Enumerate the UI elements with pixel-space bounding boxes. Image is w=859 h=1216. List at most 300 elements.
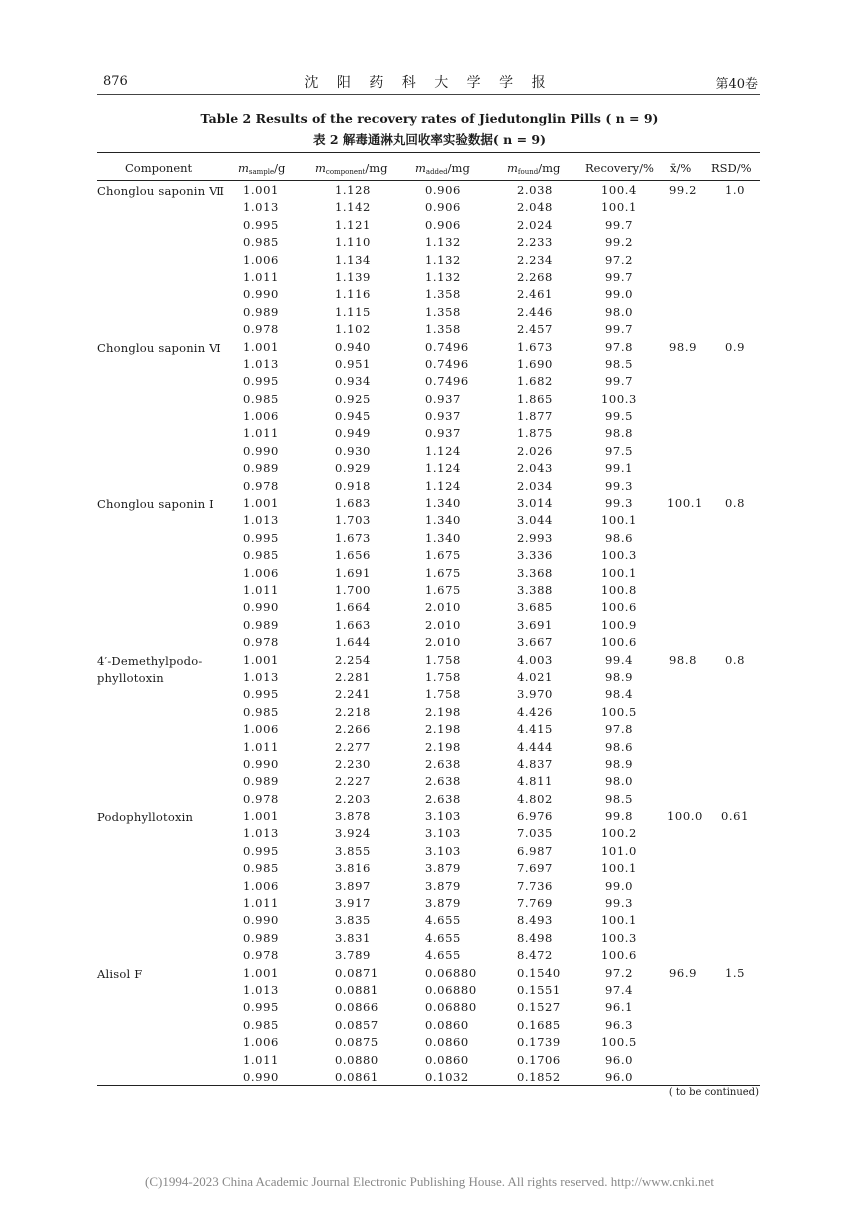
table-row [97,790,760,807]
header-mean: x̄/% [670,161,692,175]
cell-m-found: 2.233 [517,235,553,250]
header-component: Component [125,161,193,175]
cell-m-sample: 0.985 [243,391,279,406]
cell-m-added: 0.937 [425,426,461,441]
cell-m-component: 2.281 [335,669,371,684]
cell-recovery: 100.5 [601,704,637,719]
cell-m-added: 1.675 [425,565,461,580]
component-name: Alisol F [97,966,143,981]
cell-m-added: 0.06880 [425,1000,477,1015]
cell-mean: 99.2 [668,183,697,197]
table-row [97,251,760,268]
cell-m-added: 0.0860 [425,1017,469,1032]
table-row [97,285,760,302]
cell-m-component: 0.0857 [335,1017,379,1032]
cell-m-added: 0.1032 [425,1069,469,1084]
cell-m-sample: 0.985 [243,1017,279,1032]
table-row [97,633,760,650]
cell-m-found: 4.021 [517,669,553,684]
cell-m-component: 1.664 [335,600,371,615]
cell-m-found: 4.426 [517,704,553,719]
cell-rsd: 0.9 [724,339,746,354]
cell-m-component: 1.683 [335,496,371,511]
component-group [97,807,760,964]
cell-m-sample: 0.985 [243,704,279,719]
cell-recovery: 97.8 [604,722,633,737]
cell-m-found: 2.446 [517,304,553,319]
table-row [97,998,760,1015]
cell-m-component: 3.816 [335,861,371,876]
cell-m-added: 1.340 [425,513,461,528]
header-m-found: $m_{found}/mg$ [507,161,561,176]
component-name: 4′-Demethylpodo- phyllotoxin [97,653,203,685]
cell-m-component: 0.929 [335,461,371,476]
cell-m-component: 2.203 [335,791,371,806]
cell-mean: 100.1 [667,496,703,511]
cell-m-found: 4.802 [517,791,553,806]
cell-m-added: 0.06880 [425,965,477,980]
cell-recovery: 100.1 [601,913,637,928]
cell-m-found: 2.043 [517,461,553,476]
table-row [97,407,760,424]
cell-m-sample: 1.011 [243,269,279,284]
cell-m-found: 3.014 [517,496,553,511]
table-row [97,1033,760,1050]
cell-m-component: 0.934 [335,374,371,389]
cell-m-sample: 0.990 [243,600,279,615]
cell-m-component: 0.0880 [335,1052,379,1067]
cell-m-added: 1.124 [425,478,461,493]
cell-m-added: 3.879 [425,896,461,911]
cell-mean: 98.8 [668,652,697,667]
header-m-added: $m_{added}/mg$ [415,161,470,176]
cell-recovery: 100.3 [601,930,637,945]
header-recovery: Recovery/% [585,161,654,175]
cell-m-component: 3.924 [335,826,371,841]
cell-m-sample: 0.989 [243,930,279,945]
cell-m-sample: 1.011 [243,582,279,597]
cell-m-component: 1.134 [335,252,371,267]
cell-m-sample: 0.978 [243,478,279,493]
cell-recovery: 96.0 [604,1052,633,1067]
cell-m-sample: 0.990 [243,443,279,458]
journal-name: 沈 阳 药 科 大 学 学 报 [304,75,553,91]
cell-m-found: 4.003 [517,652,553,667]
cell-m-sample: 1.006 [243,878,279,893]
cell-recovery: 100.1 [601,565,637,580]
cell-m-component: 1.663 [335,617,371,632]
cell-m-added: 3.103 [425,809,461,824]
cell-m-sample: 1.013 [243,669,279,684]
table-row [97,894,760,911]
table-row [97,372,760,389]
cell-m-found: 7.769 [517,896,553,911]
cell-m-sample: 1.013 [243,200,279,215]
cell-m-sample: 0.978 [243,948,279,963]
cell-m-sample: 1.013 [243,982,279,997]
cell-recovery: 99.8 [604,809,633,824]
cell-m-sample: 1.011 [243,426,279,441]
cell-m-found: 1.690 [517,356,553,371]
cell-m-added: 2.010 [425,617,461,632]
table-row [97,581,760,598]
table-row [97,390,760,407]
cell-recovery: 98.0 [604,304,633,319]
cell-recovery: 96.0 [604,1069,633,1084]
cell-m-sample: 1.006 [243,722,279,737]
cell-recovery: 99.3 [604,496,633,511]
cell-m-component: 0.949 [335,426,371,441]
table-row [97,216,760,233]
table-row [97,1016,760,1033]
table-row [97,511,760,528]
cell-m-sample: 0.985 [243,548,279,563]
cell-m-found: 1.877 [517,409,553,424]
cell-m-component: 1.656 [335,548,371,563]
cell-m-component: 1.644 [335,635,371,650]
cell-m-added: 1.758 [425,687,461,702]
table-row [97,911,760,928]
cell-m-found: 2.048 [517,200,553,215]
cell-m-added: 1.675 [425,582,461,597]
cell-m-component: 1.142 [335,200,371,215]
cell-m-added: 0.937 [425,409,461,424]
cell-m-component: 3.855 [335,843,371,858]
cell-m-added: 4.655 [425,930,461,945]
cell-m-sample: 1.006 [243,409,279,424]
component-group [97,494,760,651]
table-row [97,842,760,859]
table-row [97,807,760,824]
cell-m-added: 2.638 [425,756,461,771]
cell-m-found: 2.024 [517,217,553,232]
cell-m-component: 2.266 [335,722,371,737]
cell-m-sample: 1.013 [243,826,279,841]
table-row [97,1051,760,1068]
table-row [97,755,760,772]
cell-recovery: 98.4 [604,687,633,702]
cell-m-added: 1.758 [425,669,461,684]
table-row [97,946,760,963]
cell-recovery: 101.0 [601,843,637,858]
table-row [97,355,760,372]
cell-recovery: 97.5 [604,443,633,458]
cell-recovery: 98.9 [604,669,633,684]
cell-recovery: 100.6 [601,948,637,963]
cell-recovery: 99.3 [604,896,633,911]
cell-recovery: 99.2 [604,235,633,250]
cell-m-found: 7.697 [517,861,553,876]
cell-recovery: 100.3 [601,391,637,406]
cell-recovery: 99.7 [604,269,633,284]
cell-rsd: 0.61 [720,809,749,824]
cell-m-added: 3.879 [425,861,461,876]
table-row [97,651,760,668]
cell-recovery: 100.1 [601,861,637,876]
cell-m-found: 3.044 [517,513,553,528]
cell-m-component: 1.703 [335,513,371,528]
table-row [97,1068,760,1085]
cell-m-component: 2.254 [335,652,371,667]
cell-m-component: 3.878 [335,809,371,824]
cell-m-sample: 0.990 [243,913,279,928]
cell-recovery: 98.5 [604,356,633,371]
cell-m-component: 0.0861 [335,1069,379,1084]
recovery-table [97,152,760,1086]
cell-m-component: 1.128 [335,183,371,197]
header-m-component: $m_{component}/mg$ [315,161,388,176]
cell-m-added: 0.937 [425,391,461,406]
cell-m-component: 3.917 [335,896,371,911]
cell-m-component: 0.918 [335,478,371,493]
cell-m-found: 4.811 [517,774,553,789]
table-row [97,598,760,615]
cell-mean: 100.0 [667,809,703,824]
table-row [97,459,760,476]
cell-recovery: 96.3 [604,1017,633,1032]
cell-recovery: 98.8 [604,426,633,441]
cell-m-added: 0.06880 [425,982,477,997]
cell-m-found: 4.837 [517,756,553,771]
component-group [97,964,760,1086]
cell-m-sample: 0.995 [243,1000,279,1015]
cell-m-component: 0.0881 [335,982,379,997]
cell-m-component: 3.835 [335,913,371,928]
cell-m-sample: 1.006 [243,252,279,267]
cell-m-added: 1.758 [425,652,461,667]
cell-m-found: 2.268 [517,269,553,284]
cell-m-component: 0.0875 [335,1035,379,1050]
cell-m-component: 0.940 [335,339,371,354]
cell-recovery: 99.0 [604,878,633,893]
cell-m-component: 0.0871 [335,965,379,980]
cell-m-found: 7.736 [517,878,553,893]
cell-m-found: 1.875 [517,426,553,441]
cell-m-found: 3.368 [517,565,553,580]
cell-m-found: 0.1540 [517,965,561,980]
cell-m-sample: 0.995 [243,530,279,545]
component-name: Chonglou saponin Ⅵ [97,340,221,355]
cell-m-added: 0.906 [425,183,461,197]
table-row [97,738,760,755]
cell-m-component: 2.218 [335,704,371,719]
cell-m-found: 0.1527 [517,1000,561,1015]
cell-m-component: 1.116 [335,287,371,302]
cell-m-sample: 0.995 [243,843,279,858]
cell-m-added: 0.7496 [425,339,469,354]
cell-m-found: 2.461 [517,287,553,302]
cell-m-component: 3.789 [335,948,371,963]
cell-recovery: 98.6 [604,530,633,545]
table-row [97,529,760,546]
cell-m-added: 2.010 [425,635,461,650]
continued-note: ( to be continued) [668,1087,759,1098]
cell-m-added: 0.0860 [425,1035,469,1050]
cell-recovery: 97.2 [604,965,633,980]
running-header [97,72,760,95]
cell-recovery: 100.4 [601,183,637,197]
cell-m-found: 8.472 [517,948,553,963]
table-body [97,181,760,1085]
cell-m-found: 6.987 [517,843,553,858]
cell-m-added: 1.358 [425,322,461,337]
cell-m-found: 3.667 [517,635,553,650]
cell-recovery: 98.6 [604,739,633,754]
cell-m-sample: 1.001 [243,809,279,824]
cell-recovery: 99.7 [604,374,633,389]
cell-m-found: 1.673 [517,339,553,354]
cell-m-added: 1.358 [425,304,461,319]
cell-m-added: 1.340 [425,530,461,545]
cell-m-added: 3.103 [425,826,461,841]
component-name: Chonglou saponin Ⅶ [97,184,225,198]
table-row [97,424,760,441]
cell-m-added: 2.638 [425,774,461,789]
cell-m-component: 3.831 [335,930,371,945]
table-row [97,546,760,563]
cell-m-sample: 1.013 [243,356,279,371]
cell-m-found: 3.970 [517,687,553,702]
cell-m-added: 1.132 [425,235,461,250]
cell-m-sample: 1.001 [243,652,279,667]
cell-m-component: 0.925 [335,391,371,406]
table-row [97,477,760,494]
cell-m-found: 2.993 [517,530,553,545]
cell-recovery: 98.5 [604,791,633,806]
cell-m-component: 2.277 [335,739,371,754]
component-group [97,181,760,338]
cell-m-found: 1.682 [517,374,553,389]
cell-m-sample: 1.001 [243,496,279,511]
cell-m-found: 2.038 [517,183,553,197]
cell-m-found: 8.493 [517,913,553,928]
cell-m-added: 1.132 [425,252,461,267]
table-row [97,233,760,250]
cell-recovery: 97.2 [604,252,633,267]
cell-recovery: 98.0 [604,774,633,789]
cell-m-found: 0.1706 [517,1052,561,1067]
cell-m-added: 0.906 [425,200,461,215]
cell-m-added: 2.198 [425,722,461,737]
table-row [97,303,760,320]
header-rsd: RSD/% [711,161,752,175]
cell-m-found: 3.685 [517,600,553,615]
cell-m-found: 1.865 [517,391,553,406]
cell-m-component: 1.139 [335,269,371,284]
cell-m-sample: 0.989 [243,461,279,476]
cell-recovery: 100.5 [601,1035,637,1050]
cell-m-component: 2.227 [335,774,371,789]
cell-m-found: 3.336 [517,548,553,563]
table-caption-english: Table 2 Results of the recovery rates of Jiedutonglin Pills ( n = 9) [200,111,659,126]
table-row [97,338,760,355]
table-row [97,859,760,876]
cell-recovery: 100.1 [601,200,637,215]
page-number: 876 [103,74,128,89]
cell-m-component: 1.673 [335,530,371,545]
table-row [97,703,760,720]
table-row [97,964,760,981]
cell-m-sample: 0.978 [243,791,279,806]
cell-m-added: 2.198 [425,704,461,719]
table-header-row [97,153,760,181]
table-row [97,981,760,998]
cell-m-sample: 0.995 [243,687,279,702]
table-row [97,198,760,215]
cell-m-sample: 1.011 [243,1052,279,1067]
table-row [97,877,760,894]
cell-m-added: 3.103 [425,843,461,858]
cell-m-added: 1.340 [425,496,461,511]
table-row [97,268,760,285]
cell-m-sample: 0.978 [243,322,279,337]
cell-m-sample: 0.989 [243,304,279,319]
cell-m-sample: 1.001 [243,965,279,980]
component-name: Chonglou saponin Ⅰ [97,497,214,512]
cell-recovery: 100.8 [601,582,637,597]
cell-recovery: 99.0 [604,287,633,302]
cell-m-added: 0.7496 [425,356,469,371]
component-name: Podophyllotoxin [97,810,194,825]
cell-m-component: 0.951 [335,356,371,371]
volume-label: 第40卷 [715,77,758,92]
cell-m-added: 2.010 [425,600,461,615]
cell-m-component: 1.700 [335,582,371,597]
cell-recovery: 100.9 [601,617,637,632]
table-caption-chinese: 表 2 解毒通淋丸回收率实验数据( n = 9) [312,132,547,147]
cell-m-sample: 1.006 [243,565,279,580]
cell-m-added: 0.7496 [425,374,469,389]
cell-m-found: 2.034 [517,478,553,493]
cell-m-sample: 1.006 [243,1035,279,1050]
cell-m-added: 1.124 [425,443,461,458]
cell-m-sample: 0.995 [243,374,279,389]
component-group [97,338,760,495]
cell-m-found: 2.457 [517,322,553,337]
cell-recovery: 100.3 [601,548,637,563]
cell-recovery: 97.4 [604,982,633,997]
cell-m-added: 0.906 [425,217,461,232]
table-row [97,616,760,633]
table-row [97,494,760,511]
cell-m-sample: 0.985 [243,235,279,250]
cell-m-sample: 0.990 [243,756,279,771]
cell-mean: 96.9 [668,965,697,980]
cell-m-component: 2.230 [335,756,371,771]
cell-recovery: 99.3 [604,478,633,493]
cell-recovery: 99.7 [604,217,633,232]
cell-m-sample: 0.978 [243,635,279,650]
cell-m-component: 1.121 [335,217,371,232]
cell-m-added: 2.198 [425,739,461,754]
table-row [97,772,760,789]
cell-m-added: 3.879 [425,878,461,893]
cell-m-component: 1.115 [335,304,371,319]
cell-m-found: 0.1739 [517,1035,561,1050]
cell-m-sample: 1.013 [243,513,279,528]
cell-recovery: 100.6 [601,635,637,650]
cell-m-sample: 1.001 [243,339,279,354]
table-row [97,929,760,946]
table-row [97,720,760,737]
cell-m-added: 0.0860 [425,1052,469,1067]
cell-m-sample: 0.985 [243,861,279,876]
cell-m-found: 4.444 [517,739,553,754]
cell-rsd: 0.8 [724,496,746,511]
cell-m-added: 1.132 [425,269,461,284]
cell-recovery: 96.1 [604,1000,633,1015]
cell-m-added: 4.655 [425,948,461,963]
